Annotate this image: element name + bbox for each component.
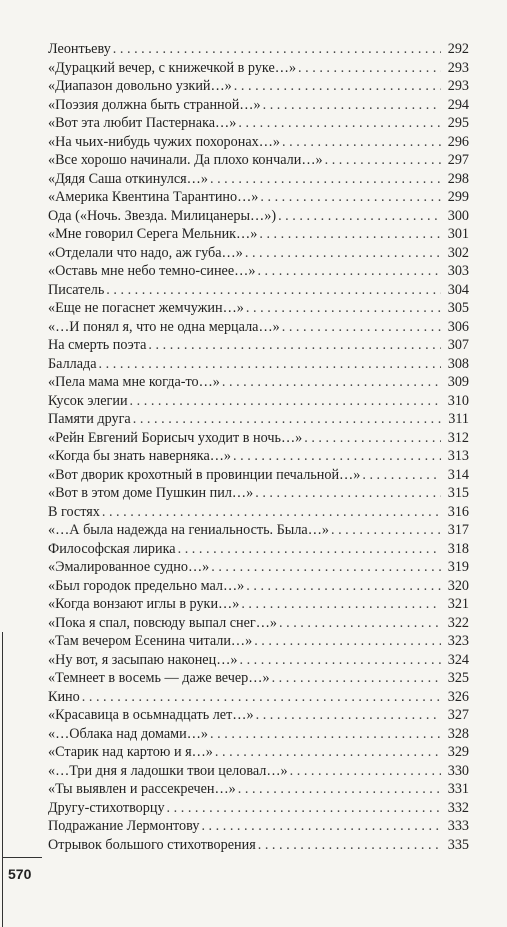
toc-entry-title: Кино	[48, 688, 80, 705]
toc-leader-dots	[290, 762, 441, 781]
toc-entry	[48, 743, 469, 762]
toc-entry	[48, 373, 469, 392]
toc-leader-dots	[234, 77, 441, 96]
toc-entry-title: «Дурацкий вечер, с книжечкой в руке…»	[48, 59, 297, 76]
page-number-rule	[2, 857, 42, 858]
toc-entry-page: 323	[447, 633, 469, 649]
toc-entry-title: «Отделали что надо, аж губа…»	[48, 244, 243, 261]
toc-leader-dots	[133, 410, 441, 429]
toc-leader-dots	[255, 484, 441, 503]
toc-entry-page: 307	[447, 337, 469, 353]
toc-entry-title: Философская лирика	[48, 540, 176, 557]
toc-leader-dots	[278, 207, 441, 226]
toc-entry	[48, 447, 469, 466]
toc-entry	[48, 836, 469, 855]
toc-entry-title: Подражание Лермонтову	[48, 818, 200, 834]
toc-entry-title: Писатель	[48, 281, 105, 298]
toc-entry	[48, 207, 469, 226]
toc-leader-dots	[222, 373, 441, 392]
toc-entry-page: 316	[447, 503, 469, 520]
toc-leader-dots	[113, 40, 441, 59]
toc-entry-page: 308	[447, 355, 469, 372]
toc-entry	[48, 614, 469, 633]
toc-entry-page: 328	[447, 725, 469, 742]
toc-entry	[48, 40, 469, 59]
toc-entry	[48, 410, 469, 429]
toc-entry-title: «Пока я спал, повсюду выпал снег…»	[48, 614, 278, 631]
toc-entry-title: «Поэзия должна быть странной…»	[48, 96, 261, 113]
toc-entry-title: «Эмалированное судно…»	[48, 559, 210, 575]
toc-leader-dots	[210, 725, 441, 744]
toc-entry	[48, 725, 469, 744]
toc-leader-dots	[245, 244, 441, 263]
toc-entry-title: «Америка Квентина Тарантино…»	[48, 189, 259, 205]
toc-entry-page: 311	[448, 411, 469, 427]
toc-entry-page: 301	[447, 226, 469, 242]
toc-entry-page: 329	[447, 744, 469, 760]
toc-leader-dots	[256, 706, 441, 725]
toc-entry-page: 304	[447, 281, 469, 298]
toc-leader-dots	[282, 318, 441, 337]
toc-entry-page: 317	[447, 522, 469, 538]
toc-entry-title: Леонтьеву	[48, 41, 111, 57]
margin-rule	[2, 632, 3, 927]
toc-leader-dots	[82, 688, 441, 707]
toc-entry-page: 294	[447, 96, 469, 113]
toc-entry-page: 312	[447, 429, 469, 446]
toc-entry-title: «Там вечером Есенина читали…»	[48, 633, 253, 649]
toc-entry-page: 331	[447, 781, 469, 797]
toc-entry-page: 333	[447, 818, 469, 834]
toc-entry	[48, 133, 469, 152]
toc-leader-dots	[279, 614, 441, 633]
toc-entry-title: «Когда бы знать наверняка…»	[48, 448, 232, 464]
toc-entry-page: 305	[447, 300, 469, 316]
toc-leader-dots	[282, 133, 441, 152]
toc-leader-dots	[258, 836, 441, 855]
toc-entry-title: «Оставь мне небо темно-синее…»	[48, 263, 256, 279]
toc-entry-page: 299	[447, 189, 469, 205]
toc-entry-title: Кусок элегии	[48, 392, 128, 409]
toc-entry-page: 320	[447, 577, 469, 594]
toc-entry	[48, 706, 469, 725]
toc-entry-page: 306	[447, 318, 469, 335]
toc-entry	[48, 244, 469, 263]
toc-entry-page: 310	[447, 392, 469, 409]
toc-entry-title: «…Облака над домами…»	[48, 725, 209, 742]
toc-entry-page: 313	[447, 448, 469, 464]
toc-entry-page: 319	[447, 559, 469, 575]
toc-entry-page: 315	[447, 485, 469, 501]
toc-entry-title: «Старик над картою и я…»	[48, 744, 213, 760]
toc-leader-dots	[238, 114, 441, 133]
toc-entry-page: 332	[447, 799, 469, 816]
toc-leader-dots	[263, 96, 441, 115]
toc-leader-dots	[130, 392, 441, 411]
toc-entry	[48, 59, 469, 78]
toc-entry-page: 300	[447, 207, 469, 224]
toc-leader-dots	[241, 595, 441, 614]
toc-entry	[48, 96, 469, 115]
toc-entry-page: 295	[447, 115, 469, 131]
toc-entry	[48, 318, 469, 337]
toc-entry-page: 292	[447, 41, 469, 57]
toc-entry-page: 309	[447, 374, 469, 390]
toc-entry-page: 325	[447, 670, 469, 686]
table-of-contents	[48, 40, 469, 854]
toc-entry	[48, 780, 469, 799]
toc-entry-page: 324	[447, 651, 469, 668]
toc-entry	[48, 762, 469, 781]
toc-entry-title: «Ты выявлен и рассекречен…»	[48, 781, 236, 797]
toc-entry-page: 303	[447, 263, 469, 279]
toc-entry-title: «Диапазон довольно узкий…»	[48, 78, 232, 94]
toc-entry-page: 335	[447, 836, 469, 853]
toc-entry	[48, 429, 469, 448]
toc-entry	[48, 632, 469, 651]
toc-leader-dots	[201, 817, 441, 836]
toc-entry	[48, 392, 469, 411]
toc-entry-page: 322	[447, 614, 469, 631]
toc-leader-dots	[215, 743, 441, 762]
toc-entry-title: «Ну вот, я засыпаю наконец…»	[48, 651, 238, 668]
toc-entry-page: 330	[447, 762, 469, 779]
toc-entry-page: 318	[447, 540, 469, 557]
toc-leader-dots	[106, 281, 441, 300]
toc-entry-page: 326	[447, 688, 469, 705]
toc-entry	[48, 669, 469, 688]
toc-entry-page: 293	[447, 78, 469, 94]
toc-entry-title: «Мне говорил Серега Мельник…»	[48, 226, 258, 242]
toc-entry-title: «Дядя Саша откинулся…»	[48, 170, 208, 187]
toc-entry-title: В гостях	[48, 503, 100, 520]
toc-entry-title: Отрывок большого стихотворения	[48, 836, 256, 853]
toc-entry	[48, 466, 469, 485]
toc-entry-page: 321	[447, 596, 469, 612]
toc-entry	[48, 540, 469, 559]
toc-entry-title: «…А была надежда на гениальность. Была…»	[48, 522, 329, 538]
toc-entry-title: Баллада	[48, 355, 97, 372]
toc-entry	[48, 577, 469, 596]
toc-entry-title: «…И понял я, что не одна мерцала…»	[48, 318, 280, 335]
toc-entry-page: 298	[447, 170, 469, 187]
toc-entry-title: «Вот эта любит Пастернака…»	[48, 115, 237, 131]
toc-entry	[48, 799, 469, 818]
toc-leader-dots	[259, 225, 441, 244]
toc-entry-title: «Все хорошо начинали. Да плохо кончали…»	[48, 152, 323, 168]
toc-entry-title: «Вот в этом доме Пушкин пил…»	[48, 485, 254, 501]
toc-leader-dots	[304, 429, 441, 448]
toc-leader-dots	[362, 466, 441, 485]
toc-leader-dots	[246, 577, 441, 596]
toc-leader-dots	[210, 170, 441, 189]
toc-leader-dots	[239, 651, 441, 670]
toc-leader-dots	[298, 59, 441, 78]
toc-entry	[48, 151, 469, 170]
toc-entry-title: Памяти друга	[48, 411, 131, 427]
toc-entry-title: Другу-стихотворцу	[48, 799, 165, 816]
toc-entry	[48, 114, 469, 133]
toc-leader-dots	[325, 151, 441, 170]
toc-entry-page: 296	[447, 133, 469, 150]
toc-entry-title: «Темнеет в восемь — даже вечер…»	[48, 670, 270, 686]
toc-entry	[48, 281, 469, 300]
toc-entry	[48, 688, 469, 707]
toc-entry-title: «Был городок предельно мал…»	[48, 577, 245, 594]
toc-leader-dots	[148, 336, 441, 355]
toc-entry-title: «Когда вонзают иглы в руки…»	[48, 596, 240, 612]
toc-entry-title: «Рейн Евгений Борисыч уходит в ночь…»	[48, 429, 303, 446]
toc-entry-title: Ода («Ночь. Звезда. Милицанеры…»)	[48, 207, 277, 224]
toc-leader-dots	[246, 299, 441, 318]
toc-entry	[48, 262, 469, 281]
toc-leader-dots	[211, 558, 441, 577]
page-number: 570	[8, 866, 32, 882]
toc-entry-page: 297	[447, 152, 469, 168]
toc-leader-dots	[257, 262, 441, 281]
toc-entry-title: «На чьих-нибудь чужих похоронах…»	[48, 133, 281, 150]
toc-leader-dots	[167, 799, 441, 818]
toc-entry	[48, 651, 469, 670]
toc-entry-title: «Красавица в осьмнадцать лет…»	[48, 707, 254, 723]
toc-entry	[48, 521, 469, 540]
toc-entry-title: «Еще не погаснет жемчужин…»	[48, 300, 244, 316]
toc-entry	[48, 170, 469, 189]
toc-entry	[48, 503, 469, 522]
toc-entry	[48, 355, 469, 374]
toc-entry-title: «Вот дворик крохотный в провинции печальной…»	[48, 466, 361, 483]
toc-entry	[48, 336, 469, 355]
toc-leader-dots	[178, 540, 441, 559]
toc-leader-dots	[331, 521, 441, 540]
toc-leader-dots	[260, 188, 441, 207]
toc-leader-dots	[102, 503, 441, 522]
toc-entry-page: 293	[447, 59, 469, 76]
toc-leader-dots	[238, 780, 441, 799]
toc-leader-dots	[233, 447, 441, 466]
toc-entry	[48, 225, 469, 244]
toc-entry-page: 327	[447, 707, 469, 723]
toc-entry-title: «Пела мама мне когда-то…»	[48, 374, 220, 390]
toc-entry	[48, 77, 469, 96]
toc-entry	[48, 558, 469, 577]
toc-leader-dots	[272, 669, 441, 688]
toc-entry-page: 302	[447, 244, 469, 261]
toc-entry	[48, 299, 469, 318]
toc-entry	[48, 188, 469, 207]
toc-leader-dots	[254, 632, 441, 651]
toc-entry	[48, 484, 469, 503]
toc-entry	[48, 595, 469, 614]
toc-entry-title: «…Три дня я ладошки твои целовал…»	[48, 762, 288, 779]
toc-entry-title: На смерть поэта	[48, 337, 147, 353]
toc-entry	[48, 817, 469, 836]
toc-entry-page: 314	[447, 466, 469, 483]
toc-leader-dots	[99, 355, 441, 374]
